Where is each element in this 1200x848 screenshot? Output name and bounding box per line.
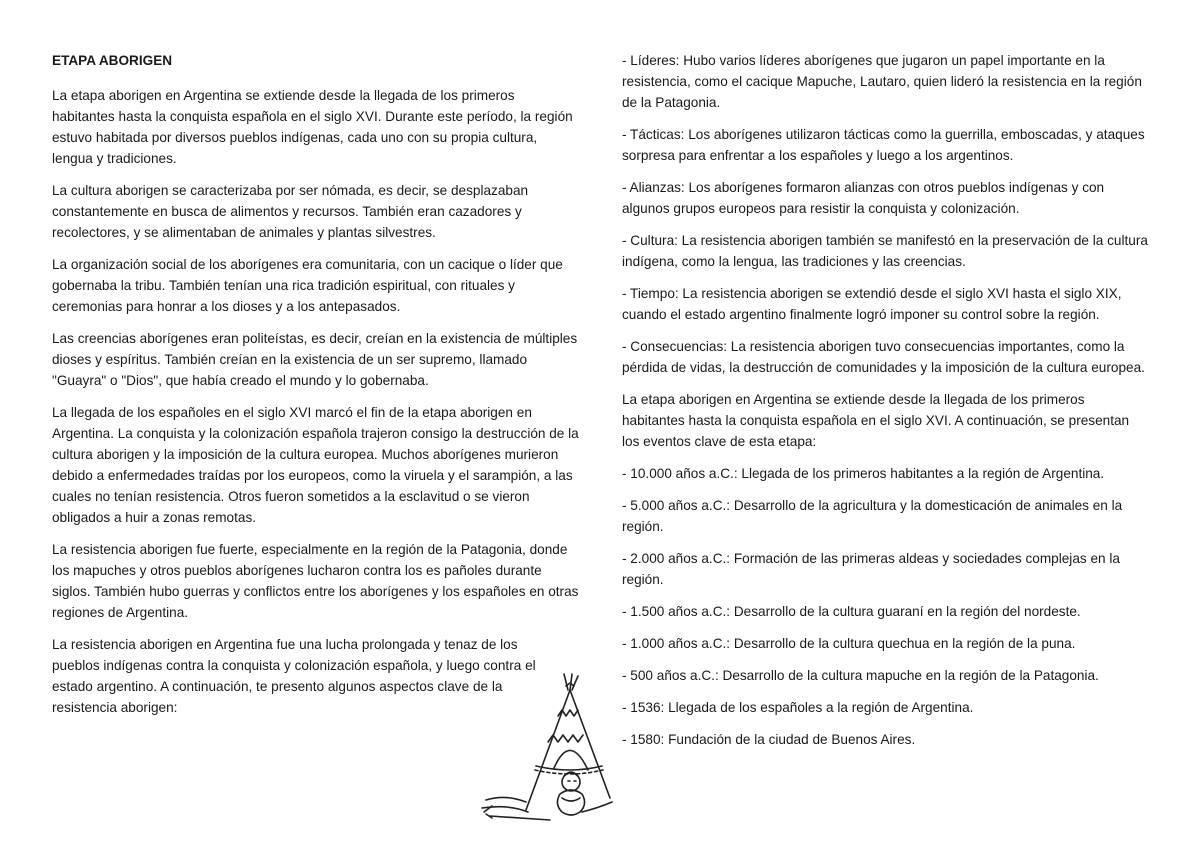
paragraph-social-organization: La organización social de los aborígenes era comunitaria, con un cacique o líder que gobernaba la tribu. También tenían una rica tradición espiritual, con rituales y ceremonias para honrar a los dioses y a los antepasados. bbox=[52, 257, 563, 314]
aspect-consequences: - Consecuencias: La resistencia aborigen tuvo consecuencias importantes, como la pérdida de vidas, la destrucción de comunidades y la imposición de la cultura europea. bbox=[622, 339, 1145, 375]
event-item: - 1.500 años a.C.: Desarrollo de la cultura guaraní en la región del nordeste. bbox=[622, 604, 1081, 619]
paragraph-resistance: La resistencia aborigen fue fuerte, especialmente en la región de la Patagonia, donde los mapuches y otros pueblos aborígenes lucharon contra los es pañoles durante siglos. También hubo guerras y conflictos entre los aborígenes y los españoles en otras regiones de Argentina. bbox=[52, 542, 579, 620]
left-column bbox=[52, 50, 580, 729]
aspect-time: - Tiempo: La resistencia aborigen se extendió desde el siglo XVI hasta el siglo XIX, cuando el estado argentino finalmente logró imponer su control sobre la región. bbox=[622, 286, 1122, 322]
right-column bbox=[622, 50, 1150, 761]
paragraph-beliefs: Las creencias aborígenes eran politeístas, es decir, creían en la existencia de múltiples dioses y espíritus. También creían en la existencia de un ser supremo, llamado "Guayra" o "Dios", que había creado el mundo y lo gobernaba. bbox=[52, 331, 578, 388]
tipi-illustration-icon bbox=[478, 672, 618, 824]
paragraph-intro: La etapa aborigen en Argentina se extiende desde la llegada de los primeros habitantes hasta la conquista española en el siglo XVI. Durante este período, la región estuvo habitada por diversos pueblos indígenas, cada uno con su propia cultura, lengua y tradiciones. bbox=[52, 88, 573, 166]
event-item: - 500 años a.C.: Desarrollo de la cultura mapuche en la región de la Patagonia. bbox=[622, 668, 1099, 683]
event-item: - 5.000 años a.C.: Desarrollo de la agricultura y la domesticación de animales en la región. bbox=[622, 498, 1123, 534]
event-item: - 10.000 años a.C.: Llegada de los primeros habitantes a la región de Argentina. bbox=[622, 466, 1105, 481]
event-item: - 1536: Llegada de los españoles a la región de Argentina. bbox=[622, 700, 974, 715]
paragraph-culture: La cultura aborigen se caracterizaba por ser nómada, es decir, se desplazaban constantemente en busca de alimentos y recursos. También eran cazadores y recolectores, y se alimentaban de animales y plantas silvestres. bbox=[52, 183, 529, 240]
aspect-leaders: - Líderes: Hubo varios líderes aborígenes que jugaron un papel importante en la resistencia, como el cacique Mapuche, Lautaro, quien lideró la resistencia en la región de la Patagonia. bbox=[622, 53, 1142, 110]
events-intro: La etapa aborigen en Argentina se extiende desde la llegada de los primeros habitantes hasta la conquista española en el siglo XVI. A continuación, se presentan los eventos clave de esta etapa: bbox=[622, 392, 1130, 449]
aspect-tactics: - Tácticas: Los aborígenes utilizaron tácticas como la guerrilla, emboscadas, y ataques sorpresa para enfrentar a los españoles y luego a los argentinos. bbox=[622, 127, 1145, 163]
aspect-alliances: - Alianzas: Los aborígenes formaron alianzas con otros pueblos indígenas y con algunos grupos europeos para resistir la conquista y colonización. bbox=[622, 180, 1105, 216]
paragraph-resistance-aspects-intro: La resistencia aborigen en Argentina fue una lucha prolongada y tenaz de los pueblos indígenas contra la conquista y colonización española, y luego contra el estado argentino. A continuación, te presento algunos aspectos clave de la resistencia aborigen: bbox=[52, 637, 536, 715]
event-item: - 1.000 años a.C.: Desarrollo de la cultura quechua en la región de la puna. bbox=[622, 636, 1076, 651]
event-item: - 1580: Fundación de la ciudad de Buenos Aires. bbox=[622, 732, 916, 747]
page-title: ETAPA ABORIGEN bbox=[52, 53, 173, 68]
event-item: - 2.000 años a.C.: Formación de las primeras aldeas y sociedades complejas en la región. bbox=[622, 551, 1120, 587]
paragraph-spanish-arrival: La llegada de los españoles en el siglo XVI marcó el fin de la etapa aborigen en Argentina. La conquista y la colonización española trajeron consigo la destrucción de la cultura aborigen y la imposición de la cultura europea. Muchos aborígenes murieron debido a enfermedades traídas por los europeos, como la viruela y el sarampión, a las cuales no tenían resistencia. Otros fueron sometidos a la esclavitud o se vieron obligados a huir a zonas remotas. bbox=[52, 405, 579, 525]
aspect-culture: - Cultura: La resistencia aborigen también se manifestó en la preservación de la cultura indígena, como la lengua, las tradiciones y las creencias. bbox=[622, 233, 1148, 269]
